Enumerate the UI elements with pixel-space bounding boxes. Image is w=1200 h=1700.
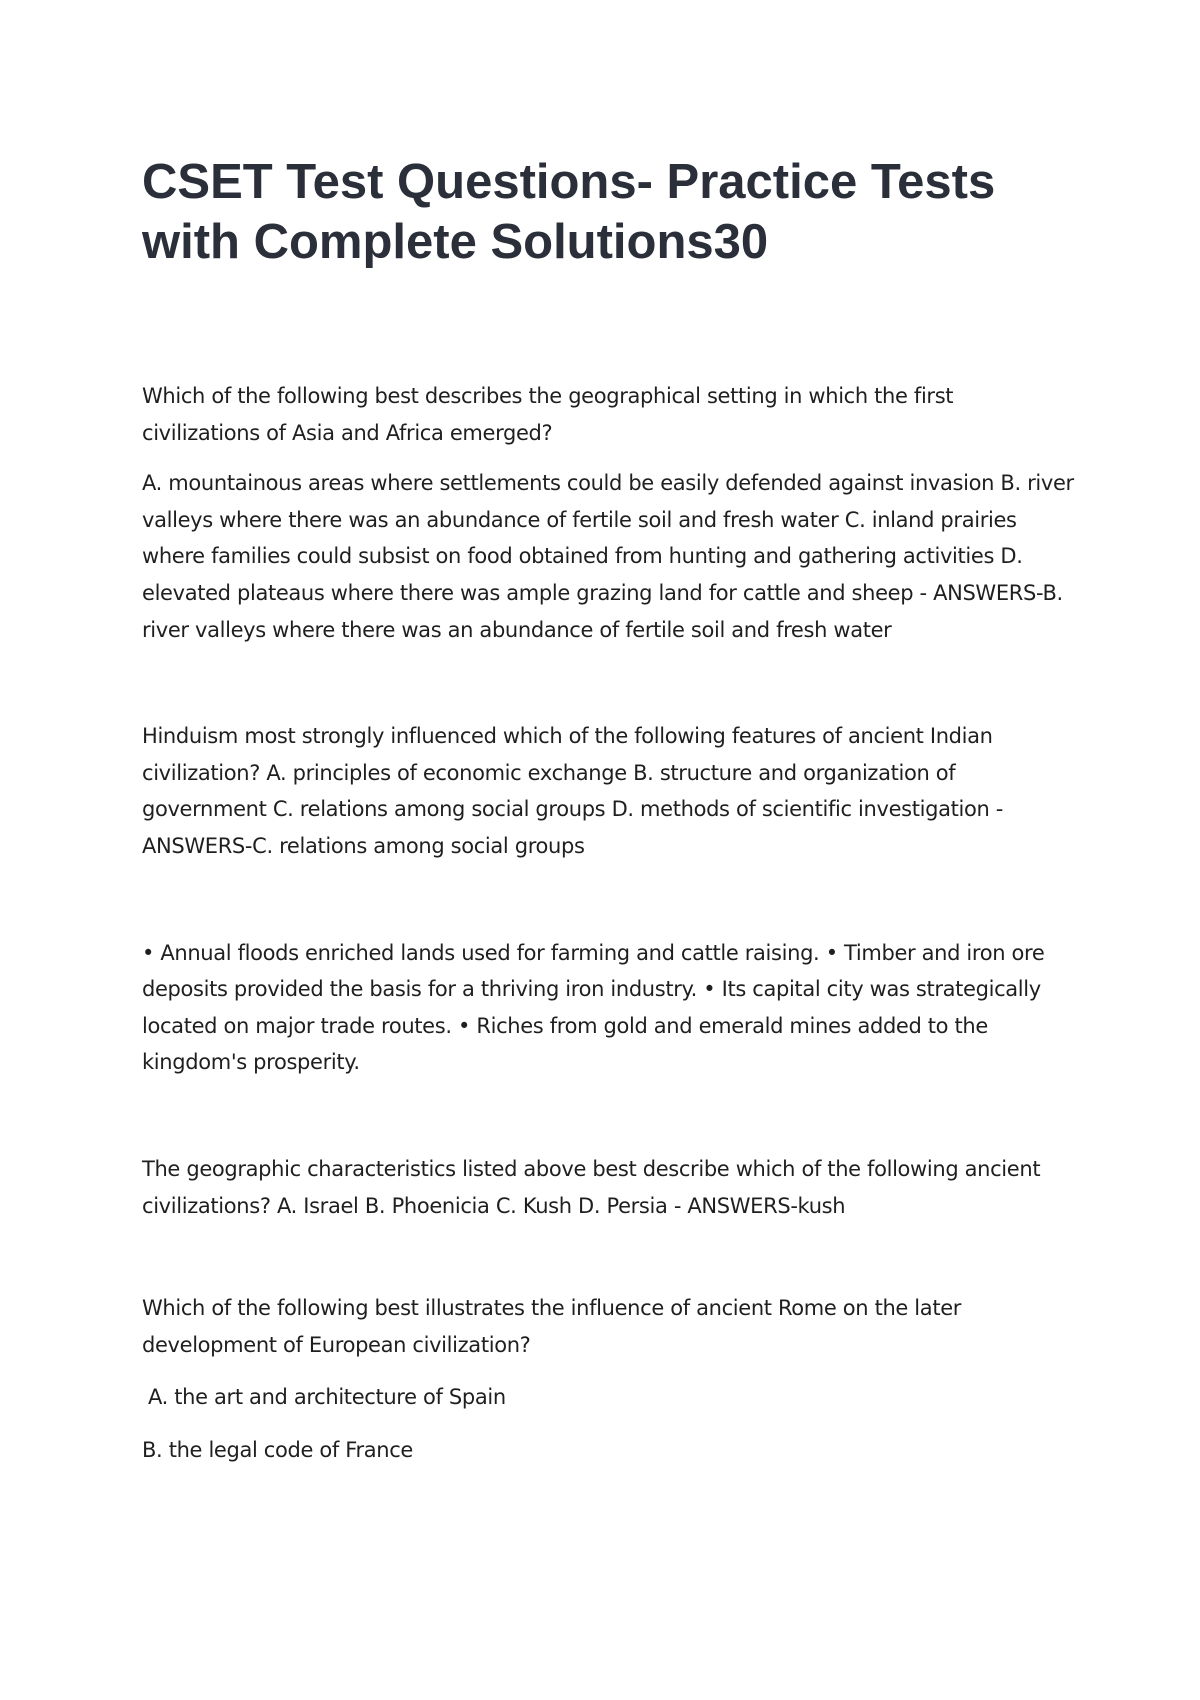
- document-body: [142, 378, 1077, 1468]
- question-3-bullets: • Annual floods enriched lands used for farming and cattle raising. • Timber and iron ore deposits provided the basis for a thriving iron industry. • Its capital city was strategically located on major trade routes. • Riches from gold and emerald mines added to the kingdom's prosperity.: [142, 940, 1045, 1075]
- question-3-text: The geographic characteristics listed above best describe which of the following ancient civilizations? A. Israel B. Phoenicia C. Kush D. Persia - ANSWERS-kush: [142, 1156, 1041, 1218]
- question-1-answer: A. mountainous areas where settlements could be easily defended against invasion B. river valleys where there was an abundance of fertile soil and fresh water C. inland prairies where families could subsist on food obtained from hunting and gathering activities D. elevated plateaus where there was ample grazing land for cattle and sheep - ANSWERS-B. river valleys where there was an abundance of fertile soil and fresh water: [142, 471, 1074, 642]
- question-4-text: Which of the following best illustrates the influence of ancient Rome on the later development of European civilization?: [142, 1296, 962, 1357]
- question-1-text: Which of the following best describes the geographical setting in which the first civilizations of Asia and Africa emerged?: [142, 384, 954, 445]
- question-4-option-b: B. the legal code of France: [142, 1437, 413, 1462]
- question-4-option-a: A. the art and architecture of Spain: [148, 1385, 506, 1410]
- question-2-text: Hinduism most strongly influenced which of the following features of ancient Indian civilization? A. principles of economic exchange B. structure and organization of government C. relations among social groups D. methods of scientific investigation - ANSWERS-C. relations among social groups: [142, 724, 1003, 858]
- document-title: CSET Test Questions- Practice Tests with Complete Solutions30: [142, 155, 996, 269]
